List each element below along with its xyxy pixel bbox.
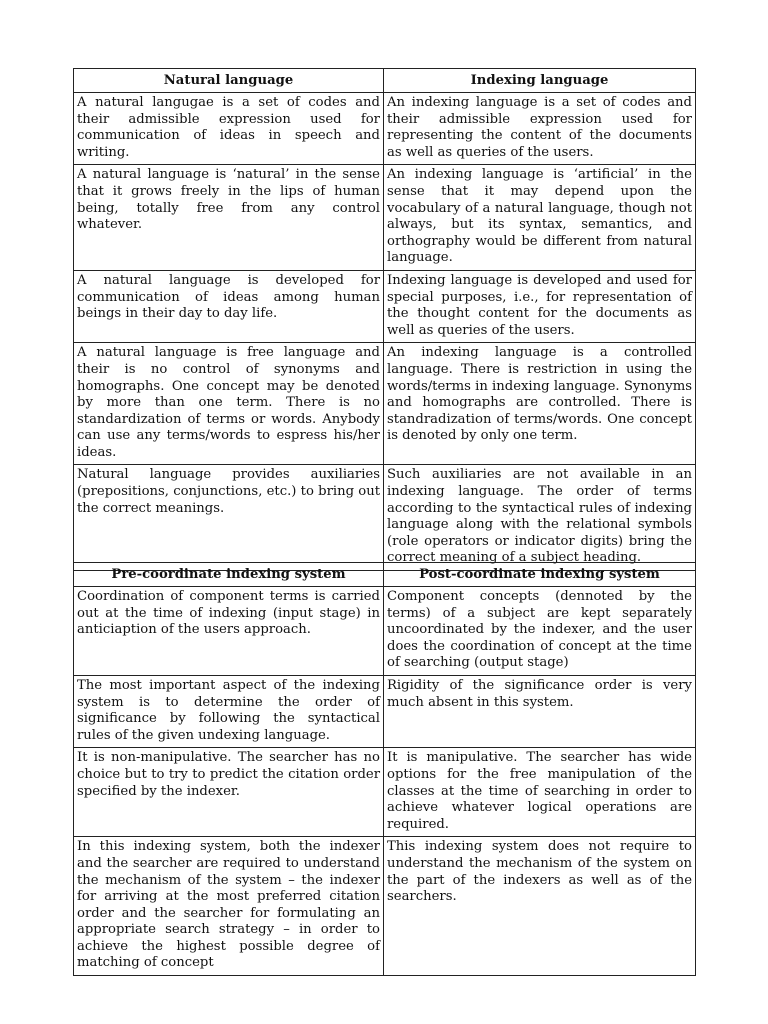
table-row bbox=[74, 465, 696, 571]
table-cell: Indexing language is developed and used for special purposes, i.e., for representation of the thought content for the documents as well as queries of the users. bbox=[384, 270, 696, 342]
table-row bbox=[74, 165, 696, 271]
table-cell: It is non-manipulative. The searcher has no choice but to try to predict the citation order specified by the indexer. bbox=[74, 748, 384, 837]
table-cell: A natural language is free language and their is no control of synonyms and homographs. One concept may be denoted by more than one term. There is no standardization of terms or words. Anybody can use any terms/words to espress his/her ideas. bbox=[74, 343, 384, 465]
table-cell: Such auxiliaries are not available in an indexing language. The order of terms according to the syntactical rules of indexing language along with the relational symbols (role operators or indicator digits) bring the correct meaning of a subject heading. bbox=[384, 465, 696, 571]
table-cell: An indexing language is a set of codes and their admissible expression used for representing the content of the documents as well as queries of the users. bbox=[384, 93, 696, 165]
table-cell: Natural language provides auxiliaries (prepositions, conjunctions, etc.) to bring out the correct meanings. bbox=[74, 465, 384, 571]
table-cell: Component concepts (dennoted by the terms) of a subject are kept separately uncoordinated by the indexer, and the user does the coordination of concept at the time of searching (output stage) bbox=[384, 587, 696, 676]
table-row bbox=[74, 270, 696, 342]
table-header-row bbox=[74, 563, 696, 587]
table-cell: Coordination of component terms is carried out at the time of indexing (input stage) in anticiaption of the users approach. bbox=[74, 587, 384, 676]
table-cell: This indexing system does not require to understand the mechanism of the system on the part of the indexers as well as of the searchers. bbox=[384, 837, 696, 976]
table-cell: Rigidity of the significance order is very much absent in this system. bbox=[384, 675, 696, 747]
natural-vs-indexing-language-table bbox=[73, 68, 696, 571]
table-row bbox=[74, 93, 696, 165]
table-cell: The most important aspect of the indexing system is to determine the order of significance by following the syntactical rules of the given undexing language. bbox=[74, 675, 384, 747]
table-cell: It is manipulative. The searcher has wide options for the free manipulation of the classes at the time of searching in order to achieve whatever logical operations are required. bbox=[384, 748, 696, 837]
table-row bbox=[74, 343, 696, 465]
column-header: Post-coordinate indexing system bbox=[384, 563, 696, 587]
table-row bbox=[74, 587, 696, 676]
column-header: Natural language bbox=[74, 69, 384, 93]
table-cell: An indexing language is a controlled language. There is restriction in using the words/terms in indexing language. Synonyms and homographs are controlled. There is standradization of terms/words. One concept is denoted by only one term. bbox=[384, 343, 696, 465]
pre-vs-post-coordinate-indexing-table bbox=[73, 562, 696, 976]
column-header: Indexing language bbox=[384, 69, 696, 93]
column-header: Pre-coordinate indexing system bbox=[74, 563, 384, 587]
table-row bbox=[74, 675, 696, 747]
table-cell: An indexing language is ‘artificial’ in the sense that it may depend upon the vocabulary of a natural language, though not always, but its syntax, semantics, and orthography would be different from natural language. bbox=[384, 165, 696, 271]
table-row bbox=[74, 837, 696, 976]
table-cell: A natural language is ‘natural’ in the sense that it grows freely in the lips of human being, totally free from any control whatever. bbox=[74, 165, 384, 271]
table-header-row bbox=[74, 69, 696, 93]
table-cell: A natural language is developed for communication of ideas among human beings in their day to day life. bbox=[74, 270, 384, 342]
table-cell: In this indexing system, both the indexer and the searcher are required to understand the mechanism of the system – the indexer for arriving at the most preferred citation order and the searcher for formulating an appropriate search strategy – in order to achieve the highest possible degree of matching of concept bbox=[74, 837, 384, 976]
table-cell: A natural langugae is a set of codes and their admissible expression used for communication of ideas in speech and writing. bbox=[74, 93, 384, 165]
table-row bbox=[74, 748, 696, 837]
